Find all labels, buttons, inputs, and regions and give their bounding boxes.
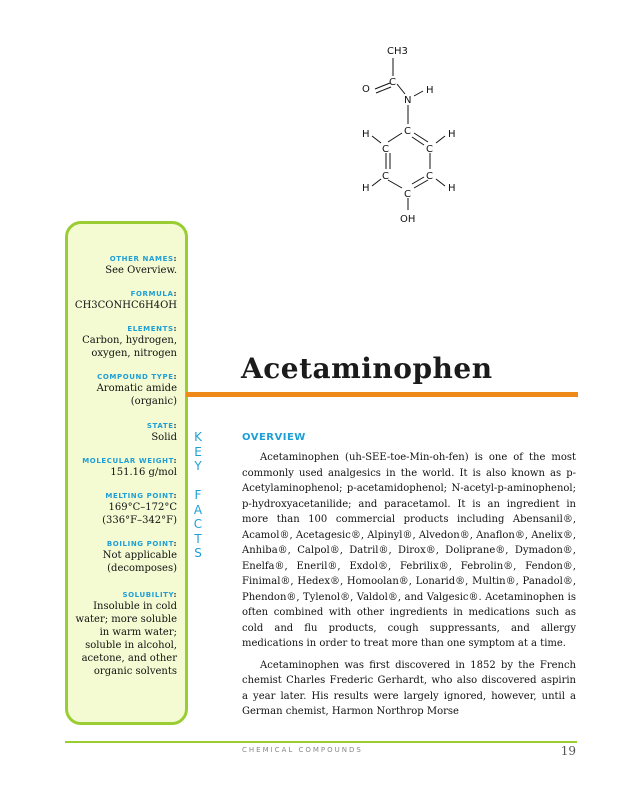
chemical-structure-diagram [350,40,470,230]
fact-label: STATE: [146,422,177,430]
atom-c-carbonyl: C [389,77,396,88]
atom-o: O [362,84,370,95]
atom-c-ring-5: C [426,171,433,182]
bond-h2 [372,179,381,186]
fact-value: 151.16 g/mol [110,467,177,478]
key-facts-vertical-label [188,430,208,561]
fact-elements [57,324,177,360]
atom-n: N [404,95,412,106]
bond-h3 [436,136,445,143]
bond-c-n [397,84,405,94]
body-text [242,450,576,726]
atom-h-2: H [362,183,370,194]
title-underline-bar [186,392,578,397]
atom-ch3: CH3 [387,46,408,57]
acetaminophen-structure-svg [350,40,470,230]
fact-label: MOLECULAR WEIGHT: [82,457,177,465]
bond-h4 [436,179,445,186]
atom-oh: OH [400,214,416,225]
vertical-letter: Y [194,459,202,473]
paragraph: Acetaminophen was first discovered in 1852 by the French chemist Charles Frederic Gerhardt, who also discovered aspirin a year later. His results were largely ignored, however, until a German chemist, Harmon Northrop Morse [242,659,576,717]
fact-value: Insoluble in cold water; more soluble in warm water; soluble in alcohol, acetone, and other organic solvents [75,601,177,677]
page-title: Acetaminophen [241,352,493,385]
key-facts-panel [65,221,188,725]
fact-molecular-weight [57,456,177,479]
fact-value: Not applicable (decomposes) [102,550,177,574]
bond-n-h [414,91,423,96]
ring-bond-1 [388,133,402,142]
fact-formula [57,289,177,312]
atom-h-1: H [362,129,370,140]
page-number: 19 [560,744,576,758]
fact-label: OTHER NAMES: [109,255,177,263]
section-heading: OVERVIEW [242,432,306,443]
footer-book-title: CHEMICAL COMPOUNDS [242,746,363,754]
vertical-letter: F [194,488,202,502]
vertical-letter: E [194,444,202,459]
fact-melting-point [57,491,177,527]
fact-value: Carbon, hydrogen, oxygen, nitrogen [82,335,177,359]
footer-rule [65,741,577,743]
fact-value: Solid [151,432,177,443]
bond-h1 [372,136,381,143]
fact-value: Aromatic amide (organic) [96,383,177,407]
atom-h-3: H [448,129,456,140]
fact-label: BOILING POINT: [106,540,177,548]
paragraph: Acetaminophen (uh-SEE-toe-Min-oh-fen) is one of the most commonly used analgesics in the world. It is also known as p-Acetylaminophenol; p-acetamidophenol; N-acetyl-p-aminophenol; p-hydroxyacetanilide; and paracetamol. It is an ingredient in more than 100 commercial products including Abensanil®, Acamol®, Acetagesic®, Alpinyl®, Alvedon®, Anaflon®, Anelix®, Anhiba®, Calpol®, Datril®, Dirox®, Doliprane®, Dymadon®, Enelfa®, Eneril®, Exdol®, Febrilix®, Febrolin®, Fendon®, Finimal®, Hedex®, Homoolan®, Lonarid®, Multin®, Panadol®, Phendon®, Tylenol®, Valdol®, and Valgesic®. Acetaminophen is often combined with other ingredients in medications such as cold and flu products, cough suppressants, and allergy medications in order to treat more than one symptom at a time. [242,452,576,649]
fact-value: See Overview. [105,265,177,276]
vertical-letter: S [194,546,202,560]
fact-compound-type [57,372,177,408]
vertical-letter: A [193,502,203,517]
atom-h-4: H [448,183,456,194]
atom-c-ring-4: C [382,171,389,182]
fact-other-names [57,254,177,277]
atom-c-ring-3: C [426,144,433,155]
fact-label: FORMULA: [130,290,177,298]
fact-label: ELEMENTS: [127,325,177,333]
vertical-letter [188,474,208,489]
fact-value: 169°C–172°C (336°F–342°F) [102,502,177,526]
fact-label: SOLUBILITY: [122,591,177,599]
atom-h-n: H [426,85,434,96]
vertical-letter: T [194,531,202,546]
atom-c-ring-6: C [404,189,411,200]
fact-state [57,421,177,444]
vertical-letter: C [193,517,203,531]
fact-label: MELTING POINT: [105,492,177,500]
atom-c-ring-1: C [404,126,411,137]
atom-c-ring-2: C [382,144,389,155]
fact-value: CH3CONHC6H4OH [74,300,177,311]
ring-bond-2 [414,133,428,142]
fact-solubility [57,590,177,678]
ring-bond-5 [388,180,402,188]
vertical-letter: K [194,430,202,444]
fact-boiling-point [57,539,177,575]
fact-label: COMPOUND TYPE: [97,373,177,381]
